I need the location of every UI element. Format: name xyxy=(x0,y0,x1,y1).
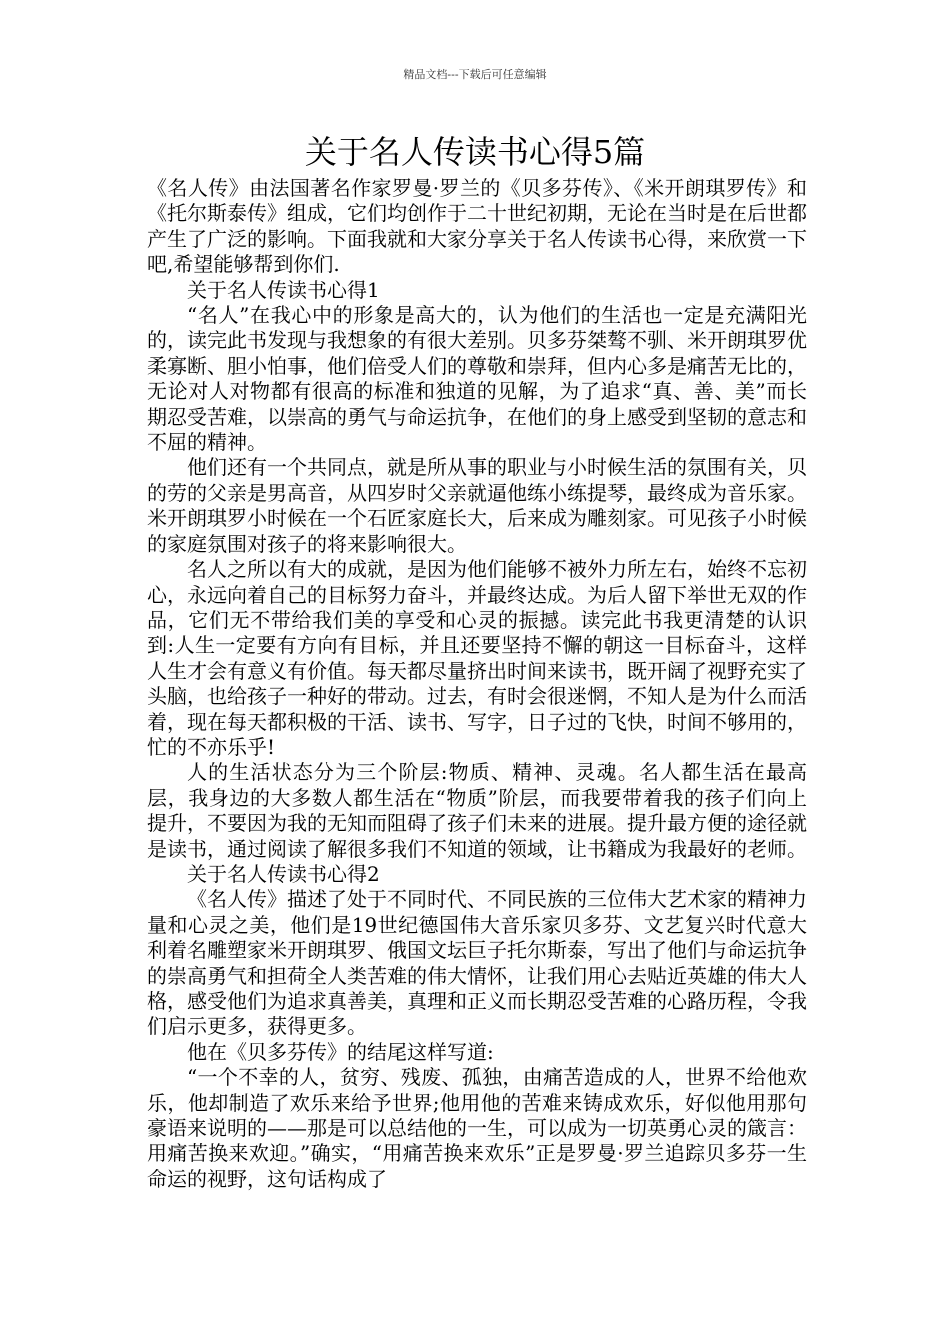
body-paragraph: 他在《贝多芬传》的结尾这样写道: xyxy=(187,1039,494,1064)
document-body xyxy=(147,176,807,1192)
document-title: 关于名人传读书心得5篇 xyxy=(304,133,646,171)
quote-paragraph: “一个不幸的人，贫穷、残废、孤独，由痛苦造成的人，世界不给他欢乐，他却制造了欢乐来给予世界;他用他的苦难来铸成欢乐，好似他用那句豪语来说明的——那是可以总结他的一生，可以成为一切英勇心灵的箴言：用痛苦换来欢迎。”确实，“用痛苦换来欢乐”正是罗曼·罗兰追踪贝多芬一生命运的视野，这句话构成了 xyxy=(147,1065,807,1191)
body-paragraph: 名人之所以有大的成就，是因为他们能够不被外力所左右，始终不忘初心，永远向着自己的目标努力奋斗，并最终达成。为后人留下举世无双的作品，它们无不带给我们美的享受和心灵的振撼。读完此书我更清楚的认识到:人生一定要有方向有目标，并且还要坚持不懈的朝这一目标奋斗，这样人生才会有意义有价值。每天都尽量挤出时间来读书，既开阔了视野充实了头脑，也给孩子一种好的带动。过去，有时会很迷惘，不知人是为什么而活着，现在每天都积极的干活、读书、写字，日子过的飞快，时间不够用的，忙的不亦乐乎! xyxy=(147,557,807,759)
body-paragraph: 他们还有一个共同点，就是所从事的职业与小时候生活的氛围有关，贝的劳的父亲是男高音，从四岁时父亲就逼他练小练提琴，最终成为音乐家。米开朗琪罗小时候在一个石匠家庭长大，后来成为雕刻家。可见孩子小时候的家庭氛围对孩子的将来影响很大。 xyxy=(147,455,807,556)
body-paragraph: 《名人传》描述了处于不同时代、不同民族的三位伟大艺术家的精神力量和心灵之美，他们是19世纪德国伟大音乐家贝多芬、文艺复兴时代意大利着名雕塑家米开朗琪罗、俄国文坛巨子托尔斯泰，写出了他们与命运抗争的崇高勇气和担荷全人类苦难的伟大情怀，让我们用心去贴近英雄的伟大人格，感受他们为追求真善美，真理和正义而长期忍受苦难的心路历程，令我们启示更多，获得更多。 xyxy=(147,887,807,1039)
intro-paragraph: 《名人传》由法国著名作家罗曼·罗兰的《贝多芬传》、《米开朗琪罗传》和《托尔斯泰传》组成，它们均创作于二十世纪初期，无论在当时是在后世都产生了广泛的影响。下面我就和大家分享关于名人传读书心得，来欣赏一下吧,希望能够帮到你们. xyxy=(147,176,807,277)
section-heading-1: 关于名人传读书心得1 xyxy=(187,277,380,302)
header-note: 精品文档---下载后可任意编辑 xyxy=(403,68,547,81)
body-paragraph: 人的生活状态分为三个阶层:物质、精神、灵魂。名人都生活在最高层，我身边的大多数人都生活在“物质”阶层，而我要带着我的孩子们向上提升，不要因为我的无知而阻碍了孩子们未来的进展。提升最方便的途径就是读书，通过阅读了解很多我们不知道的领域，让书籍成为我最好的老师。 xyxy=(147,760,807,861)
body-paragraph: “名人”在我心中的形象是高大的，认为他们的生活也一定是充满阳光的，读完此书发现与我想象的有很大差别。贝多芬桀骜不驯、米开朗琪罗优柔寡断、胆小怕事，他们倍受人们的尊敬和崇拜，但内心多是痛苦无比的，无论对人对物都有很高的标准和独道的见解，为了追求“真、善、美”而长期忍受苦难，以崇高的勇气与命运抗争，在他们的身上感受到坚韧的意志和不屈的精神。 xyxy=(147,303,807,455)
section-heading-2: 关于名人传读书心得2 xyxy=(187,861,380,886)
